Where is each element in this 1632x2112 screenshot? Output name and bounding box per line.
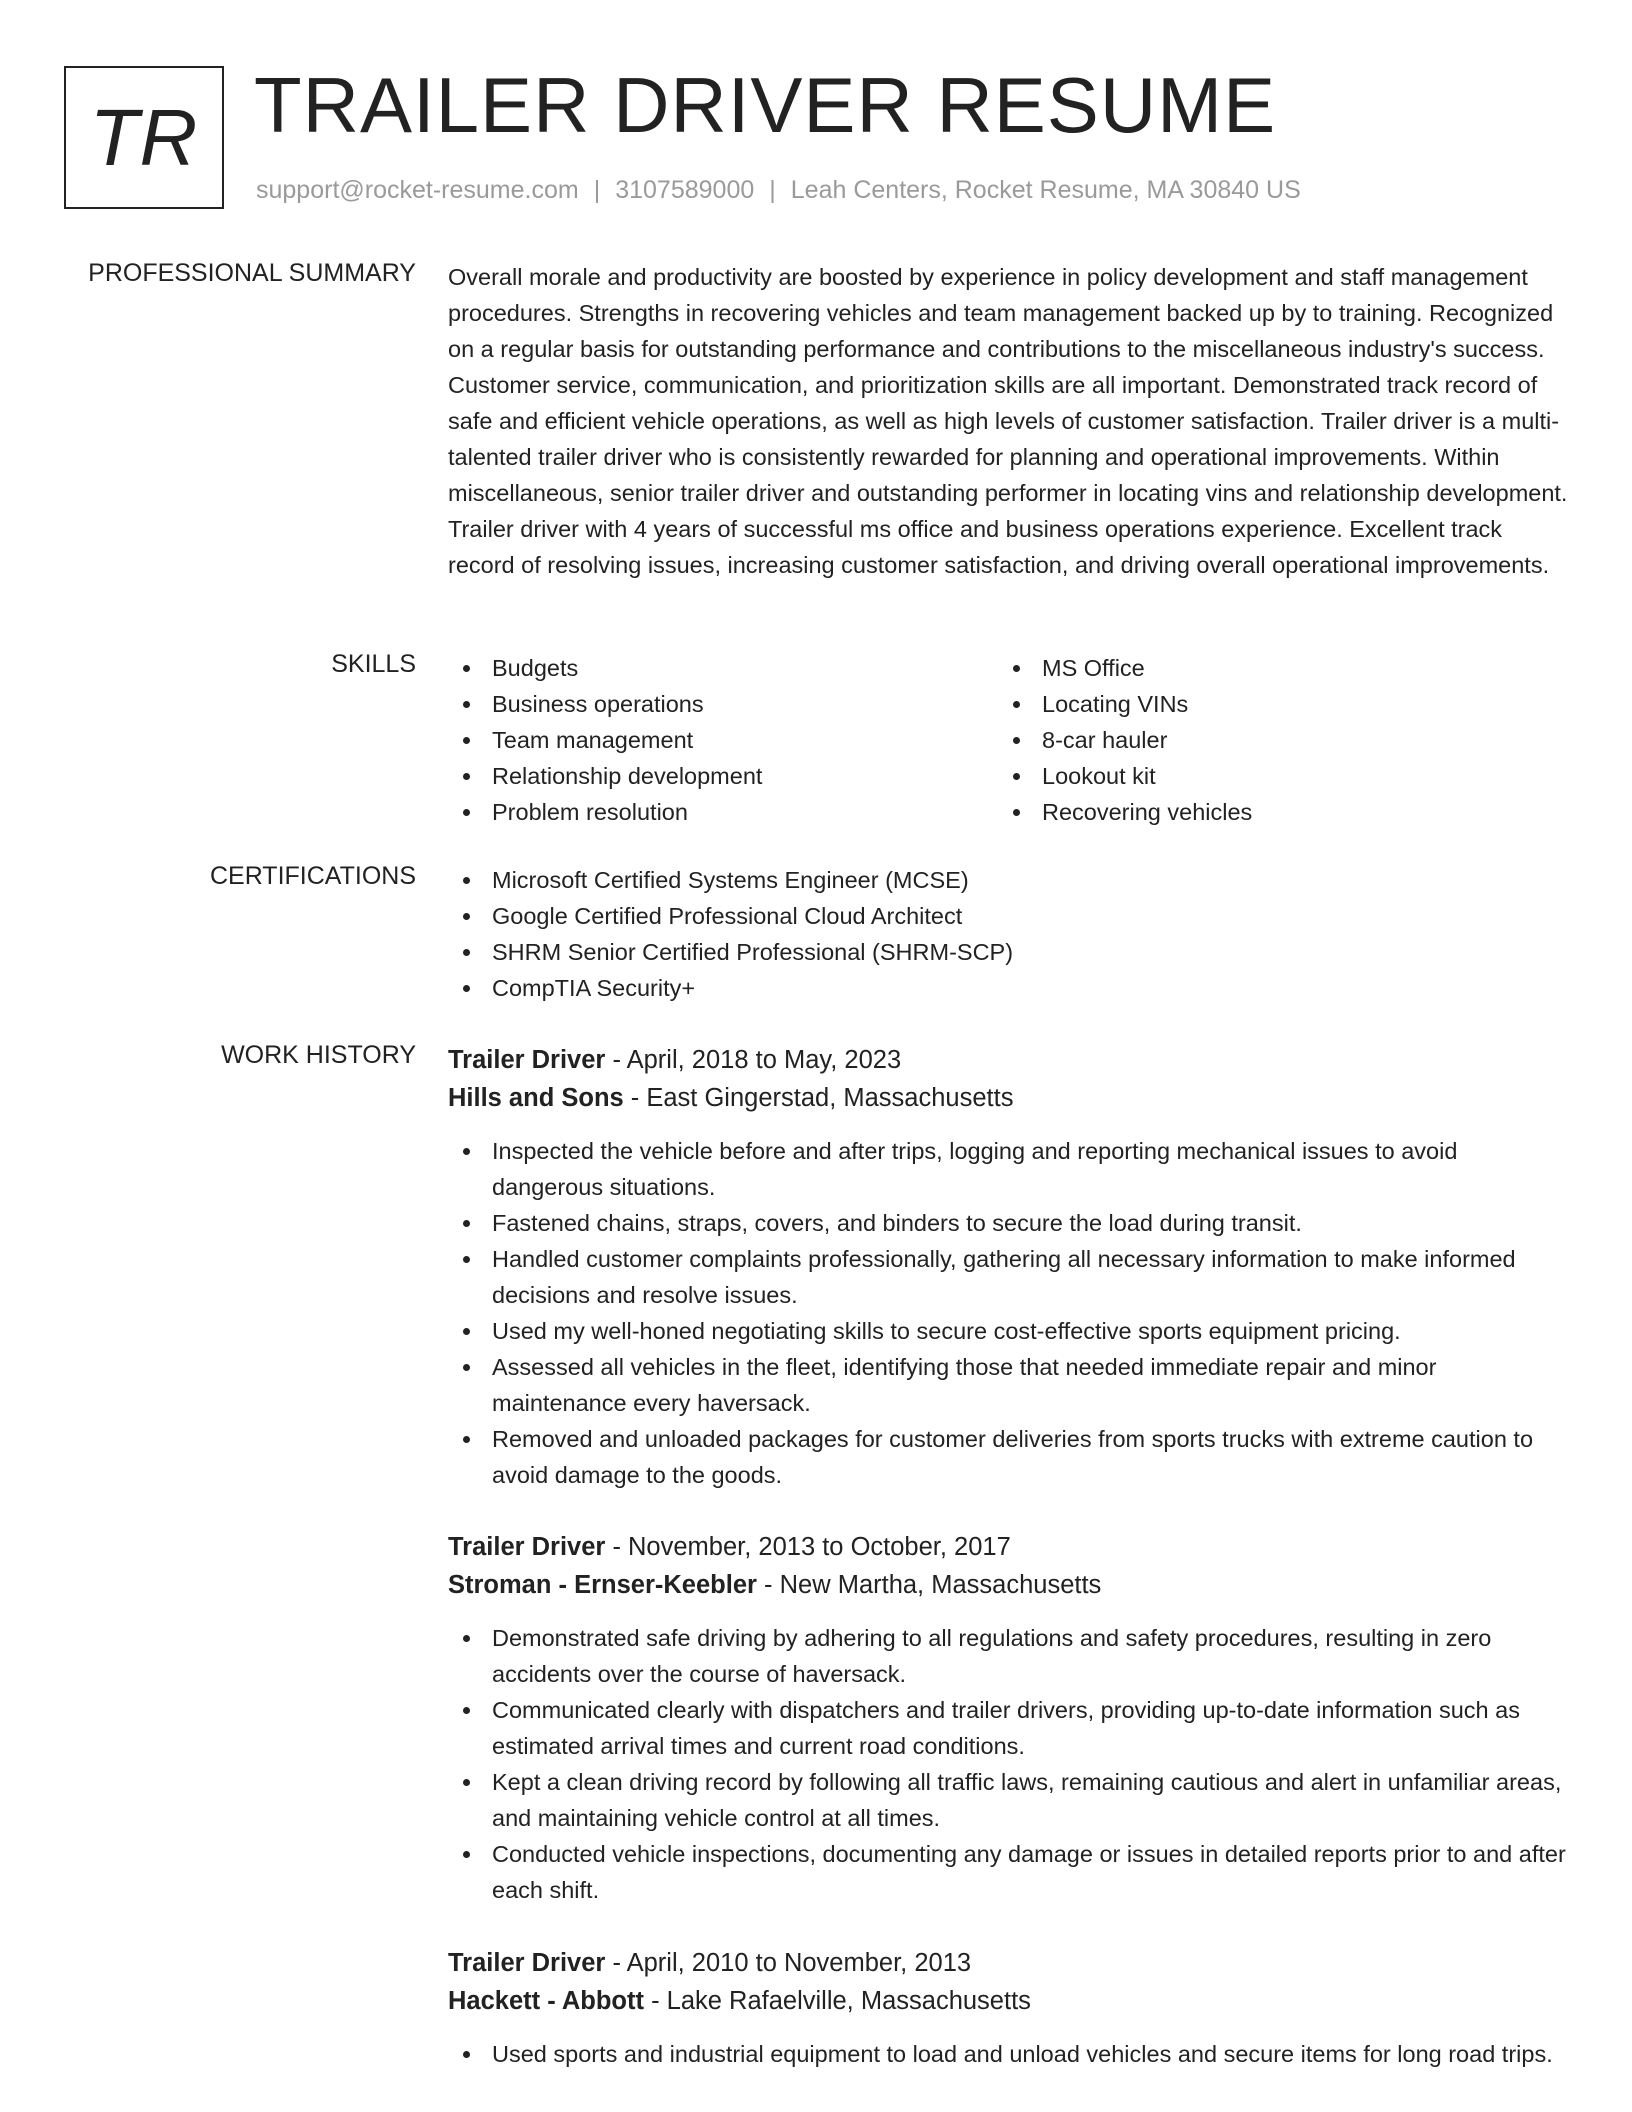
contact-address: Leah Centers, Rocket Resume, MA 30840 US (790, 176, 1301, 204)
job-duty: Kept a clean driving record by following all traffic laws, remaining cautious and alert in unfamiliar areas, and maintaining vehicle control at all times. (448, 1764, 1568, 1836)
job-company: Hills and Sons (448, 1084, 624, 1112)
skill-item: Team management (448, 722, 998, 758)
skill-item: Recovering vehicles (998, 794, 1548, 830)
job-location: - New Martha, Massachusetts (756, 1571, 1102, 1599)
job-duty: Inspected the vehicle before and after trips, logging and reporting mechanical issues to avoid dangerous situations. (448, 1133, 1568, 1205)
job-duty: Assessed all vehicles in the fleet, identifying those that needed immediate repair and minor maintenance every haversack. (448, 1349, 1568, 1421)
job-duties-list (448, 1620, 1568, 1908)
job-title: Trailer Driver (448, 1533, 606, 1561)
job-title-line (448, 1944, 1568, 1982)
skill-item: 8-car hauler (998, 722, 1548, 758)
skill-item: Business operations (448, 686, 998, 722)
monogram: TR (64, 66, 224, 209)
job-duty: Used my well-honed negotiating skills to secure cost-effective sports equipment pricing. (448, 1313, 1568, 1349)
skill-item: Relationship development (448, 758, 998, 794)
skill-item: Lookout kit (998, 758, 1548, 794)
job-company: Hackett - Abbott (448, 1987, 644, 2015)
job-duty: Demonstrated safe driving by adhering to all regulations and safety procedures, resulting in zero accidents over the course of haversack. (448, 1620, 1568, 1692)
skills-columns (448, 650, 1568, 830)
section-label-skills: SKILLS (331, 650, 416, 678)
contact-email: support@rocket-resume.com (256, 176, 579, 204)
job-title: Trailer Driver (448, 1046, 606, 1074)
job-duty: Conducted vehicle inspections, documenting any damage or issues in detailed reports prior to and after each shift. (448, 1836, 1568, 1908)
certifications-list (448, 862, 1568, 1006)
job-title-line (448, 1041, 1568, 1079)
job-company-line (448, 1566, 1568, 1604)
certifications-body (448, 862, 1568, 1006)
job-title-line (448, 1528, 1568, 1566)
section-label-summary: PROFESSIONAL SUMMARY (88, 259, 416, 287)
job-duty: Fastened chains, straps, covers, and binders to secure the load during transit. (448, 1205, 1568, 1241)
job-title: Trailer Driver (448, 1949, 606, 1977)
skill-item: Budgets (448, 650, 998, 686)
job-duty: Used sports and industrial equipment to load and unload vehicles and secure items for long road trips. (448, 2036, 1568, 2072)
contact-separator: | (593, 176, 601, 204)
job-entry (448, 1528, 1568, 1908)
skill-item: MS Office (998, 650, 1548, 686)
job-company-line (448, 1079, 1568, 1117)
summary-text: Overall morale and productivity are boosted by experience in policy development and staff management procedures. Strengths in recovering vehicles and team management backed up by to training. Recognized on a regular basis for outstanding performance and contributions to the miscellaneous industry's success. Customer service, communication, and prioritization skills are all important. Demonstrated track record of safe and efficient vehicle operations, as well as high levels of customer satisfaction. Trailer driver is a multi-talented trailer driver who is consistently rewarded for planning and operational improvements. Within miscellaneous, senior trailer driver and outstanding performer in locating vins and relationship development. Trailer driver with 4 years of successful ms office and business operations experience. Excellent track record of resolving issues, increasing customer satisfaction, and driving overall operational improvements. (448, 264, 1568, 578)
job-location: - East Gingerstad, Massachusetts (623, 1084, 1014, 1112)
section-label-certifications: CERTIFICATIONS (209, 862, 416, 890)
skills-list-left (448, 650, 998, 830)
job-dates: - November, 2013 to October, 2017 (605, 1533, 1011, 1561)
skill-item: Problem resolution (448, 794, 998, 830)
job-entry (448, 1944, 1568, 2072)
certification-item: CompTIA Security+ (448, 970, 1568, 1006)
job-location: - Lake Rafaelville, Massachusetts (643, 1987, 1031, 2015)
skills-list-right (998, 650, 1548, 830)
contact-line (256, 176, 1301, 205)
job-entry (448, 1041, 1568, 1493)
certification-item: Microsoft Certified Systems Engineer (MCSE) (448, 862, 1568, 898)
contact-separator: | (769, 176, 776, 204)
contact-phone: 3107589000 (615, 176, 755, 204)
job-company-line (448, 1982, 1568, 2020)
job-dates: - April, 2010 to November, 2013 (605, 1949, 972, 1977)
certification-item: Google Certified Professional Cloud Architect (448, 898, 1568, 934)
resume-title: TRAILER DRIVER RESUME (254, 61, 1277, 149)
section-label-work-history: WORK HISTORY (221, 1041, 416, 1069)
job-duties-list (448, 1133, 1568, 1493)
job-duty: Communicated clearly with dispatchers and trailer drivers, providing up-to-date information such as estimated arrival times and current road conditions. (448, 1692, 1568, 1764)
job-duties-list (448, 2036, 1568, 2072)
job-company: Stroman - Ernser-Keebler (448, 1571, 757, 1599)
job-duty: Removed and unloaded packages for customer deliveries from sports trucks with extreme caution to avoid damage to the goods. (448, 1421, 1568, 1493)
skill-item: Locating VINs (998, 686, 1548, 722)
job-dates: - April, 2018 to May, 2023 (605, 1046, 902, 1074)
certification-item: SHRM Senior Certified Professional (SHRM-SCP) (448, 934, 1568, 970)
job-duty: Handled customer complaints professionally, gathering all necessary information to make informed decisions and resolve issues. (448, 1241, 1568, 1313)
